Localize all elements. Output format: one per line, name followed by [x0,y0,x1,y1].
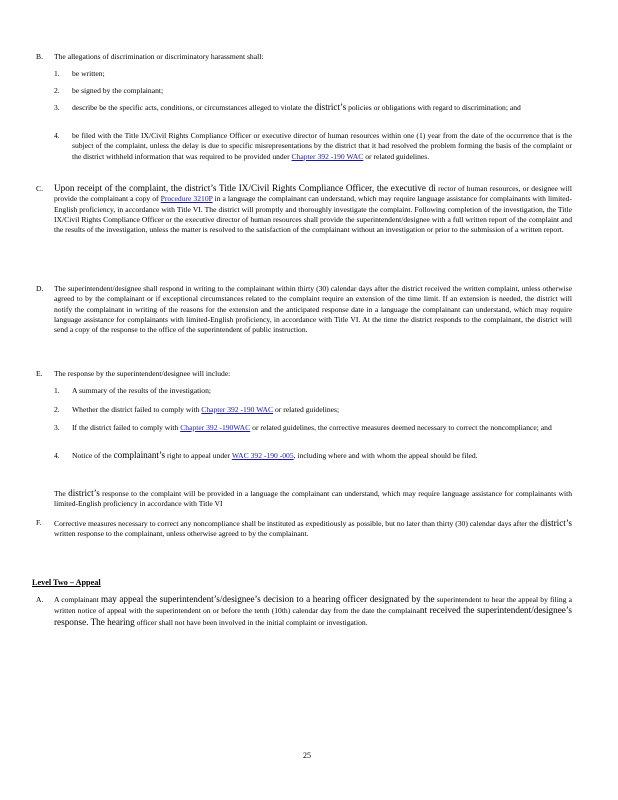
section-b-label: B. [36,52,43,61]
e-item-4-text: Notice of the complainant’s right to appeal under WAC 392 -190 -005, including where and with whom the appeal should be filed. [72,450,478,460]
b-item-3-num: 3. [54,103,60,112]
section-f-text: Corrective measures necessary to correct any noncompliance shall be instituted as expeditiously as possible, but no later than thirty (30) calendar days after the district’s written response to the complainant, unless otherwise agreed to by the complainant. [54,518,572,539]
page-number: 25 [303,751,311,760]
b-item-1-text: be written; [72,69,105,78]
wac-392-190-005-link[interactable]: WAC 392 -190 -005 [231,451,294,460]
section-d-text: The superintendent/designee shall respond in writing to the complainant within thirty (30) calendar days after the district received the written complaint, unless otherwise agreed to by the complainant or if exceptional circumstances related to the complaint require an extension of the time limit. If an extension is needed, the district will notify the complainant in writing of the reasons for the extension and the anticipated response date in a language the complainant can understand, which may require language assistance for complainants with limited-English proficiency, in accordance with Title VI. At the time the district responds to the complainant, the district will send a copy of the response to the office of the superintendent of public instruction. [54,284,572,335]
section-c-label: C. [36,184,43,193]
b-item-1-num: 1. [54,69,60,78]
b-item-3-text: describe be the specific acts, conditions, or circumstances alleged to violate the district’s policies or obligations with regard to discrimination; and [72,102,521,112]
chapter-392-190-wac-link[interactable]: Chapter 392 -190 WAC [291,151,364,161]
chapter-392-190-wac-link-2[interactable]: Chapter 392 -190 WAC [201,405,274,414]
section-b-intro: The allegations of discrimination or discriminatory harassment shall: [54,52,264,61]
e-item-1-num: 1. [54,386,60,395]
section-e-label: E. [36,369,43,378]
section-e-intro: The response by the superintendent/designee will include: [54,369,231,378]
level-two-a-label: A. [36,595,44,604]
procedure-3210p-link[interactable]: Procedure 3210P [160,194,213,204]
e-item-2-text: Whether the district failed to comply with Chapter 392 -190 WAC or related guidelines; [72,405,340,414]
section-e-closing: The district’s response to the complaint will be provided in a language the complainant can understand, which may require language assistance for complainants with limited-English proficiency in accordance with Title VI [54,488,572,509]
b-item-4-text: be filed with the Title IX/Civil Rights Compliance Officer or executive director of human resources within one (1) year from the date of the occurrence that is the subject of the complaint, unless the delay is due to specific misrepresentations by the district that it had resolved the problem forming the basis of the complaint or the district withheld information that was required to be provided under Chapter 392 -190 WAC or related guidelines. [72,131,572,161]
section-d-label: D. [36,284,44,293]
section-c-text: Upon receipt of the complaint, the district’s Title IX/Civil Rights Compliance Officer, the executive di rector of human resources, or designee will provide the complainant a copy of Procedure 3210P in a language the complainant can understand, which may require language assistance for complainants with limited-English proficiency, in accordance with Title VI. The district will promptly and thoroughly investigate the complaint. Following completion of the investigation, the Title IX/Civil Rights Compliance Officer or the executive director of human resources shall provide the superintendent/designee with a full written report of the complaint and the results of the investigation, unless the matter is resolved to the satisfaction of the complainant without an investigation or prior to the submission of a written report. [54,183,572,235]
e-item-3-text: If the district failed to comply with Chapter 392 -190WAC or related guidelines, the corrective measures deemed necessary to correct the noncompliance; and [72,423,552,432]
level-two-heading: Level Two – Appeal [32,578,101,587]
b-item-2-num: 2. [54,86,60,95]
e-item-3-num: 3. [54,423,60,432]
chapter-392-190wac-link[interactable]: Chapter 392 -190WAC [180,423,251,432]
section-f-label: F. [36,518,42,527]
e-item-1-text: A summary of the results of the investigation; [72,386,211,395]
b-item-4-num: 4. [54,131,60,140]
b-item-2-text: be signed by the complainant; [72,86,164,95]
e-item-2-num: 2. [54,405,60,414]
e-item-4-num: 4. [54,451,60,460]
level-two-a-text: A complainant may appeal the superintendent’s/designee’s decision to a hearing officer designated by the superintendent to hear the appeal by filing a written notice of appeal with the superintendent on or before the tenth (10th) calendar day from the date the complainant received the superintendent/designee’s response. The hearing officer shall not have been involved in the initial complaint or investigation. [54,594,573,627]
